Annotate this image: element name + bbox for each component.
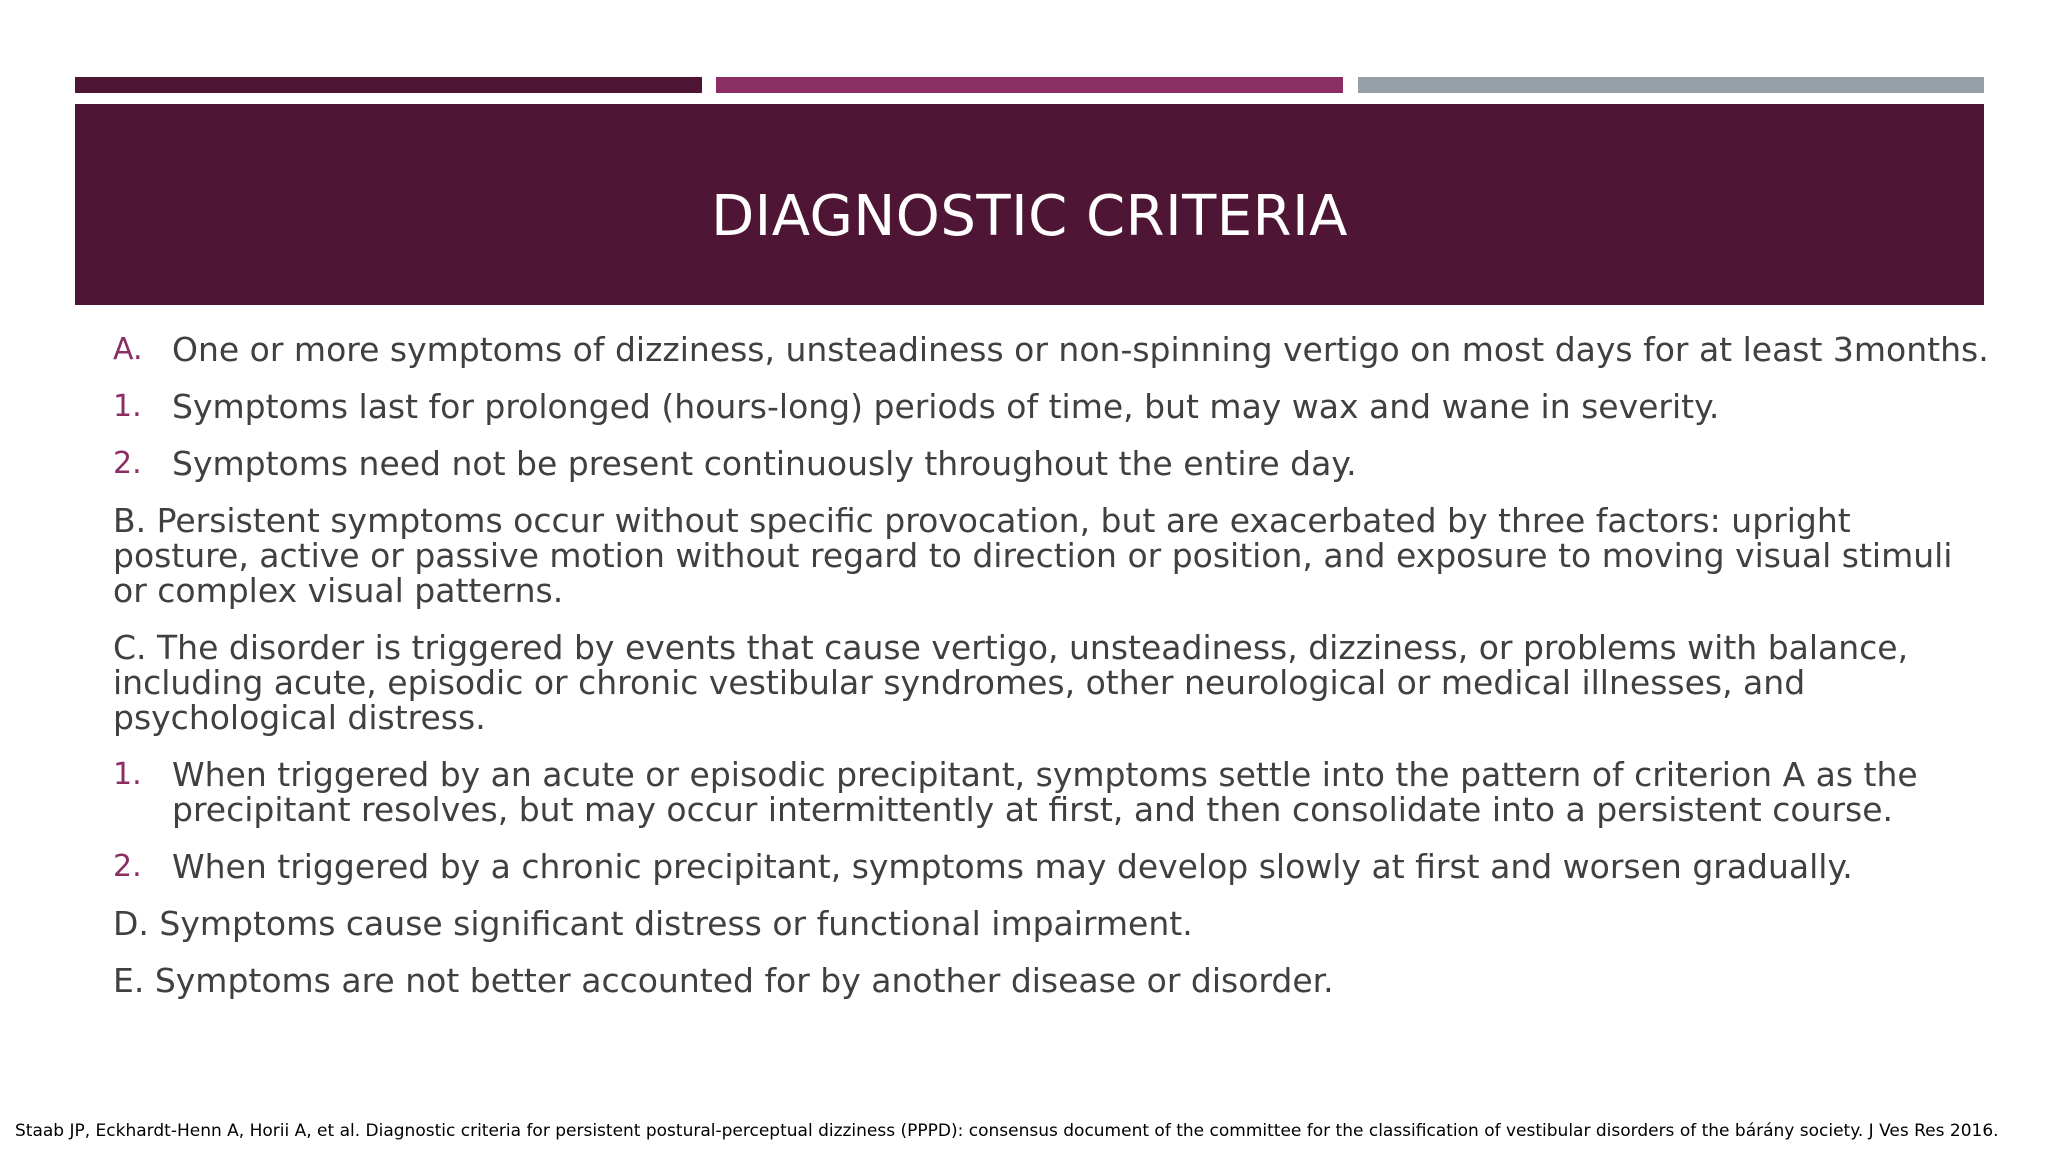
- criterion-b: [113, 503, 1993, 608]
- criterion-text: B. Persistent symptoms occur without specific provocation, but are exacerbated by three factors: upright posture, active or passive motion without regard to direction or position, and exposure to moving visual stimuli or complex visual patterns.: [113, 501, 1953, 610]
- slide-title: DIAGNOSTIC CRITERIA: [711, 184, 1348, 249]
- criterion-text: Symptoms need not be present continuously throughout the entire day.: [172, 444, 1357, 483]
- criterion-d: [113, 906, 1993, 941]
- accent-bar-gray: [1358, 77, 1984, 93]
- criterion-text: E. Symptoms are not better accounted for by another disease or disorder.: [113, 961, 1334, 1000]
- criterion-a-1: [113, 389, 1993, 424]
- criterion-text: Symptoms last for prolonged (hours-long) periods of time, but may wax and wane in severity.: [172, 387, 1720, 426]
- criterion-a: [113, 332, 1993, 367]
- list-marker: 2.: [113, 446, 142, 481]
- list-marker: 1.: [113, 389, 142, 424]
- citation: Staab JP, Eckhardt-Henn A, Horii A, et al. Diagnostic criteria for persistent postural-perceptual dizziness (PPPD): consensus document of the committee for the classification of vestibular disorders of the bárány society. J Ves Res 2016.: [15, 1121, 1999, 1141]
- criteria-list: [113, 332, 1993, 1020]
- accent-bar-magenta: [716, 77, 1343, 93]
- criterion-text: One or more symptoms of dizziness, unsteadiness or non-spinning vertigo on most days for at least 3months.: [172, 330, 1989, 369]
- accent-bar-dark: [75, 77, 702, 93]
- list-marker: 2.: [113, 849, 142, 884]
- criterion-e: [113, 963, 1993, 998]
- criterion-a-2: [113, 446, 1993, 481]
- title-band: [75, 104, 1984, 305]
- list-marker: 1.: [113, 757, 142, 792]
- criterion-text: When triggered by an acute or episodic precipitant, symptoms settle into the pattern of criterion A as the precipitant resolves, but may occur intermittently at first, and then consolidate into a persistent course.: [172, 755, 1918, 829]
- criterion-text: D. Symptoms cause significant distress or functional impairment.: [113, 904, 1193, 943]
- criterion-c: [113, 630, 1993, 735]
- criterion-text: When triggered by a chronic precipitant, symptoms may develop slowly at first and worsen gradually.: [172, 847, 1853, 886]
- criterion-c-2: [113, 849, 1993, 884]
- criterion-text: C. The disorder is triggered by events that cause vertigo, unsteadiness, dizziness, or problems with balance, including acute, episodic or chronic vestibular syndromes, other neurological or medical illnesses, and psychological distress.: [113, 628, 1909, 737]
- list-marker: A.: [113, 332, 143, 367]
- criterion-c-1: [113, 757, 1993, 827]
